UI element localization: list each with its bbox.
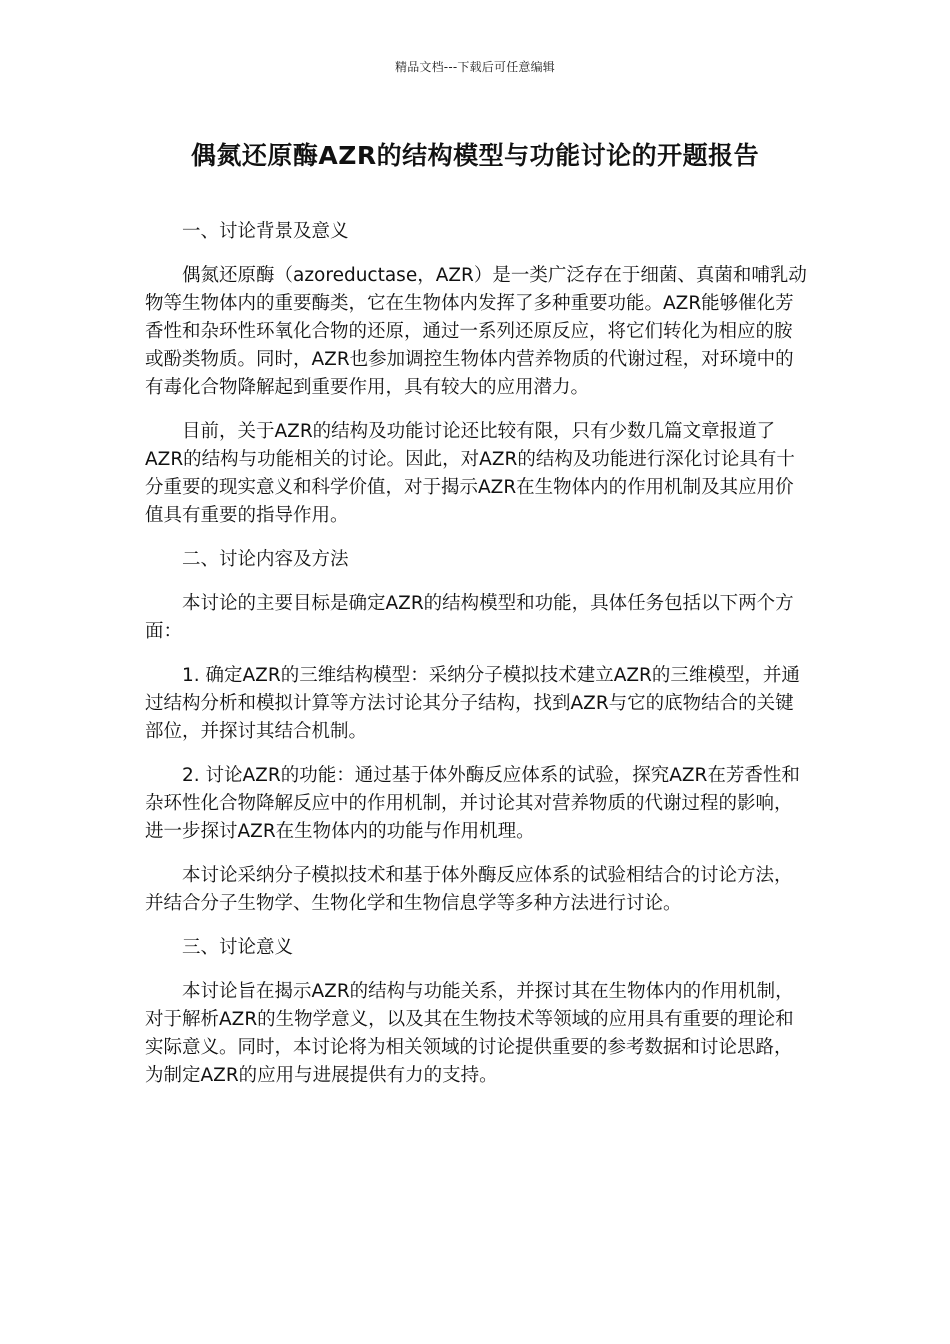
paragraph: 偶氮还原酶（azoreductase，AZR）是一类广泛存在于细菌、真菌和哺乳动物等生物体内的重要酶类，它在生物体内发挥了多种重要功能。AZR能够催化芳香性和杂环性环氧化合物的还原，通过一系列还原反应，将它们转化为相应的胺或酚类物质。同时，AZR也参加调控生物体内营养物质的代谢过程，对环境中的有毒化合物降解起到重要作用，具有较大的应用潜力。 — [145, 265, 807, 398]
paragraph: 1. 确定AZR的三维结构模型：采纳分子模拟技术建立AZR的三维模型，并通过结构分析和模拟计算等方法讨论其分子结构，找到AZR与它的底物结合的关键部位，并探讨其结合机制。 — [145, 665, 800, 742]
header-note: 精品文档---下载后可任意编辑 — [395, 60, 555, 74]
paragraph: 本讨论采纳分子模拟技术和基于体外酶反应体系的试验相结合的讨论方法，并结合分子生物学、生物化学和生物信息学等多种方法进行讨论。 — [145, 865, 793, 914]
paragraph: 目前，关于AZR的结构及功能讨论还比较有限，只有少数几篇文章报道了AZR的结构与功能相关的讨论。因此，对AZR的结构及功能进行深化讨论具有十分重要的现实意义和科学价值，对于揭示AZR在生物体内的作用机制及其应用价值具有重要的指导作用。 — [145, 421, 795, 526]
paragraph: 本讨论的主要目标是确定AZR的结构模型和功能，具体任务包括以下两个方面： — [145, 593, 794, 642]
section-heading: 二、讨论内容及方法 — [182, 549, 349, 570]
paragraph: 2. 讨论AZR的功能：通过基于体外酶反应体系的试验，探究AZR在芳香性和杂环性化合物降解反应中的作用机制，并讨论其对营养物质的代谢过程的影响，进一步探讨AZR在生物体内的功能与作用机理。 — [145, 765, 800, 842]
section-heading: 一、讨论背景及意义 — [182, 221, 349, 242]
document-body — [145, 218, 809, 1106]
document-title: 偶氮还原酶AZR的结构模型与功能讨论的开题报告 — [190, 141, 760, 170]
paragraph: 本讨论旨在揭示AZR的结构与功能关系，并探讨其在生物体内的作用机制，对于解析AZR的生物学意义，以及其在生物技术等领域的应用具有重要的理论和实际意义。同时，本讨论将为相关领域的讨论提供重要的参考数据和讨论思路，为制定AZR的应用与进展提供有力的支持。 — [145, 981, 794, 1086]
section-heading: 三、讨论意义 — [182, 937, 294, 958]
